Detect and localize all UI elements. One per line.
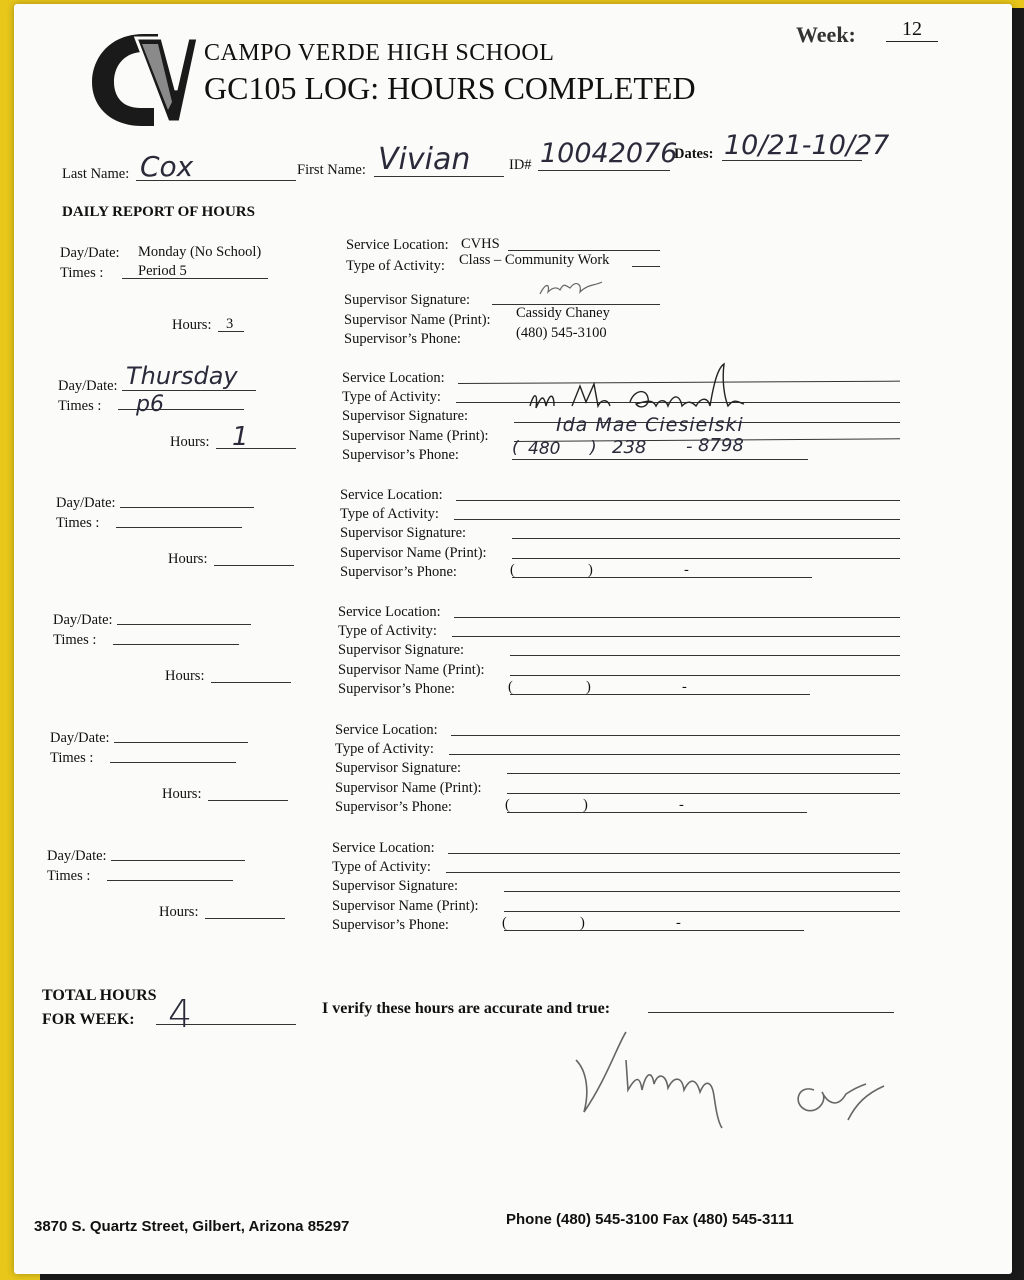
entry4-activity-line	[452, 636, 900, 637]
entry1-phone-label: Supervisor’s Phone:	[344, 331, 461, 347]
entry2-phone-dash: -	[686, 436, 693, 457]
entry4-times-line	[113, 644, 239, 645]
entry1-location-line	[508, 250, 660, 251]
id-label: ID#	[509, 157, 532, 173]
entry3-day-label: Day/Date:	[56, 495, 116, 511]
entry3-phone-dash: -	[684, 562, 689, 578]
school-name: CAMPO VERDE HIGH SCHOOL	[204, 40, 555, 66]
entry2-phone-line	[512, 459, 808, 460]
entry3-phone-paren-open: (	[510, 562, 515, 578]
entry6-day-label: Day/Date:	[47, 848, 107, 864]
entry2-day-value: Thursday	[126, 362, 238, 390]
entry1-activity-label: Type of Activity:	[346, 258, 445, 274]
entry4-name-label: Supervisor Name (Print):	[338, 662, 485, 678]
section-title: DAILY REPORT OF HOURS	[62, 204, 255, 220]
entry6-day-line	[111, 860, 245, 861]
entry6-activity-line	[446, 872, 900, 873]
student-signature	[566, 1020, 906, 1140]
entry1-day-label: Day/Date:	[60, 245, 120, 261]
entry6-location-line	[448, 853, 900, 854]
first-name-value: Vivian	[378, 142, 471, 177]
entry6-hours-label: Hours:	[159, 904, 199, 920]
entry5-location-label: Service Location:	[335, 722, 438, 738]
entry4-location-label: Service Location:	[338, 604, 441, 620]
entry1-day-value: Monday (No School)	[138, 244, 262, 260]
entry4-location-line	[454, 617, 900, 618]
entry4-hours-label: Hours:	[165, 668, 205, 684]
entry1-name-value: Cassidy Chaney	[516, 305, 610, 321]
id-line	[538, 170, 670, 171]
entry3-sig-label: Supervisor Signature:	[340, 525, 467, 541]
entry6-times-line	[107, 880, 233, 881]
entry3-phone-line	[512, 577, 812, 578]
entry6-hours-line	[205, 918, 285, 919]
total-hours-value: 4	[168, 992, 193, 1036]
entry2-day-label: Day/Date:	[58, 378, 118, 394]
entry3-name-line	[512, 558, 900, 559]
entry2-times-label: Times :	[58, 398, 102, 414]
entry6-phone-line	[504, 930, 804, 931]
entry2-day-line	[122, 390, 256, 391]
entry1-times-label: Times :	[60, 265, 104, 281]
entry5-times-label: Times :	[50, 750, 94, 766]
entry5-hours-label: Hours:	[162, 786, 202, 802]
entry3-day-line	[120, 507, 254, 508]
entry4-day-line	[117, 624, 251, 625]
entry4-day-label: Day/Date:	[53, 612, 113, 628]
entry1-location-value: CVHS	[461, 236, 500, 252]
entry4-sig-line	[510, 655, 900, 656]
week-label: Week:	[796, 22, 856, 47]
entry4-times-label: Times :	[53, 632, 97, 648]
entry5-name-label: Supervisor Name (Print):	[335, 780, 482, 796]
entry6-times-label: Times :	[47, 868, 91, 884]
first-name-label: First Name:	[297, 162, 366, 178]
entry5-phone-paren-open: (	[505, 797, 510, 813]
entry6-location-label: Service Location:	[332, 840, 435, 856]
entry1-times-value: Period 5	[138, 263, 187, 279]
entry6-name-label: Supervisor Name (Print):	[332, 898, 479, 914]
entry5-phone-dash: -	[679, 797, 684, 813]
entry4-sig-label: Supervisor Signature:	[338, 642, 465, 658]
entry1-sig-label: Supervisor Signature:	[344, 292, 471, 308]
entry1-supervisor-signature	[536, 276, 606, 302]
entry6-phone-dash: -	[676, 915, 681, 931]
entry3-name-label: Supervisor Name (Print):	[340, 545, 487, 561]
entry3-location-label: Service Location:	[340, 487, 443, 503]
entry5-activity-label: Type of Activity:	[335, 741, 434, 757]
entry6-phone-label: Supervisor’s Phone:	[332, 917, 449, 933]
entry4-activity-label: Type of Activity:	[338, 623, 437, 639]
entry5-day-label: Day/Date:	[50, 730, 110, 746]
entry6-name-line	[504, 911, 900, 912]
entry6-phone-paren-close: )	[580, 915, 585, 931]
entry5-activity-line	[449, 754, 900, 755]
entry3-phone-label: Supervisor’s Phone:	[340, 564, 457, 580]
entry2-location-label: Service Location:	[342, 370, 445, 386]
total-hours-label-1: TOTAL HOURS	[42, 987, 157, 1004]
entry5-sig-label: Supervisor Signature:	[335, 760, 462, 776]
entry3-hours-line	[214, 565, 294, 566]
entry1-phone-value: (480) 545-3100	[516, 325, 607, 341]
entry3-activity-line	[454, 519, 900, 520]
footer-address: 3870 S. Quartz Street, Gilbert, Arizona 85297	[34, 1218, 350, 1235]
entry6-phone-paren-open: (	[502, 915, 507, 931]
last-name-value: Cox	[140, 150, 194, 183]
cv-logo-icon	[88, 30, 200, 130]
entry1-activity-line	[632, 266, 660, 267]
entry5-phone-label: Supervisor’s Phone:	[335, 799, 452, 815]
entry3-hours-label: Hours:	[168, 551, 208, 567]
entry2-phone-close: )	[590, 438, 597, 458]
entry4-hours-line	[211, 682, 291, 683]
dates-label: Dates:	[674, 146, 714, 162]
entry3-activity-label: Type of Activity:	[340, 506, 439, 522]
entry2-hours-label: Hours:	[170, 434, 210, 450]
log-title: GC105 LOG: HOURS COMPLETED	[204, 70, 696, 106]
entry1-activity-value: Class – Community Work	[459, 252, 610, 268]
entry4-phone-label: Supervisor’s Phone:	[338, 681, 455, 697]
entry1-hours-label: Hours:	[172, 317, 212, 333]
entry3-times-line	[116, 527, 242, 528]
entry2-phone-area: 480	[528, 439, 561, 459]
entry2-activity-label: Type of Activity:	[342, 389, 441, 405]
entry2-phone-line-number: 8798	[698, 435, 744, 456]
entry6-sig-line	[504, 891, 900, 892]
entry1-location-label: Service Location:	[346, 237, 449, 253]
entry2-phone-open: (	[512, 438, 519, 458]
dates-value: 10/21-10/27	[724, 130, 890, 161]
entry4-name-line	[510, 675, 900, 676]
entry5-times-line	[110, 762, 236, 763]
entry5-name-line	[507, 793, 900, 794]
entry2-name-label: Supervisor Name (Print):	[342, 428, 489, 444]
entry3-times-label: Times :	[56, 515, 100, 531]
entry2-phone-label: Supervisor’s Phone:	[342, 447, 459, 463]
entry5-hours-line	[208, 800, 288, 801]
entry5-phone-paren-close: )	[583, 797, 588, 813]
entry3-location-line	[456, 500, 900, 501]
entry4-phone-paren-open: (	[508, 679, 513, 695]
entry3-phone-paren-close: )	[588, 562, 593, 578]
verify-label: I verify these hours are accurate and true:	[322, 1000, 611, 1017]
entry2-times-value: p6	[136, 392, 164, 417]
entry2-phone-prefix: 238	[612, 437, 647, 458]
entry2-sig-label: Supervisor Signature:	[342, 408, 469, 424]
footer-phone-fax: Phone (480) 545-3100 Fax (480) 545-3111	[506, 1211, 794, 1228]
id-value: 10042076	[540, 138, 678, 169]
entry4-phone-line	[510, 694, 810, 695]
entry5-sig-line	[507, 773, 900, 774]
entry3-sig-line	[512, 538, 900, 539]
entry6-sig-label: Supervisor Signature:	[332, 878, 459, 894]
entry5-location-line	[451, 735, 900, 736]
entry4-phone-paren-close: )	[586, 679, 591, 695]
week-value: 12	[886, 18, 938, 42]
entry1-hours-value: 3	[226, 316, 234, 332]
last-name-label: Last Name:	[62, 166, 130, 182]
entry6-activity-label: Type of Activity:	[332, 859, 431, 875]
entry2-hours-value: 1	[232, 422, 249, 452]
total-hours-label-2: FOR WEEK:	[42, 1011, 135, 1028]
entry4-phone-dash: -	[682, 679, 687, 695]
entry5-day-line	[114, 742, 248, 743]
entry2-name-value: Ida Mae Ciesielski	[556, 414, 744, 436]
entry2-hours-line	[216, 448, 296, 449]
entry2-supervisor-signature	[524, 362, 774, 422]
verify-line	[648, 1012, 894, 1013]
entry1-name-label: Supervisor Name (Print):	[344, 312, 491, 328]
entry5-phone-line	[507, 812, 807, 813]
